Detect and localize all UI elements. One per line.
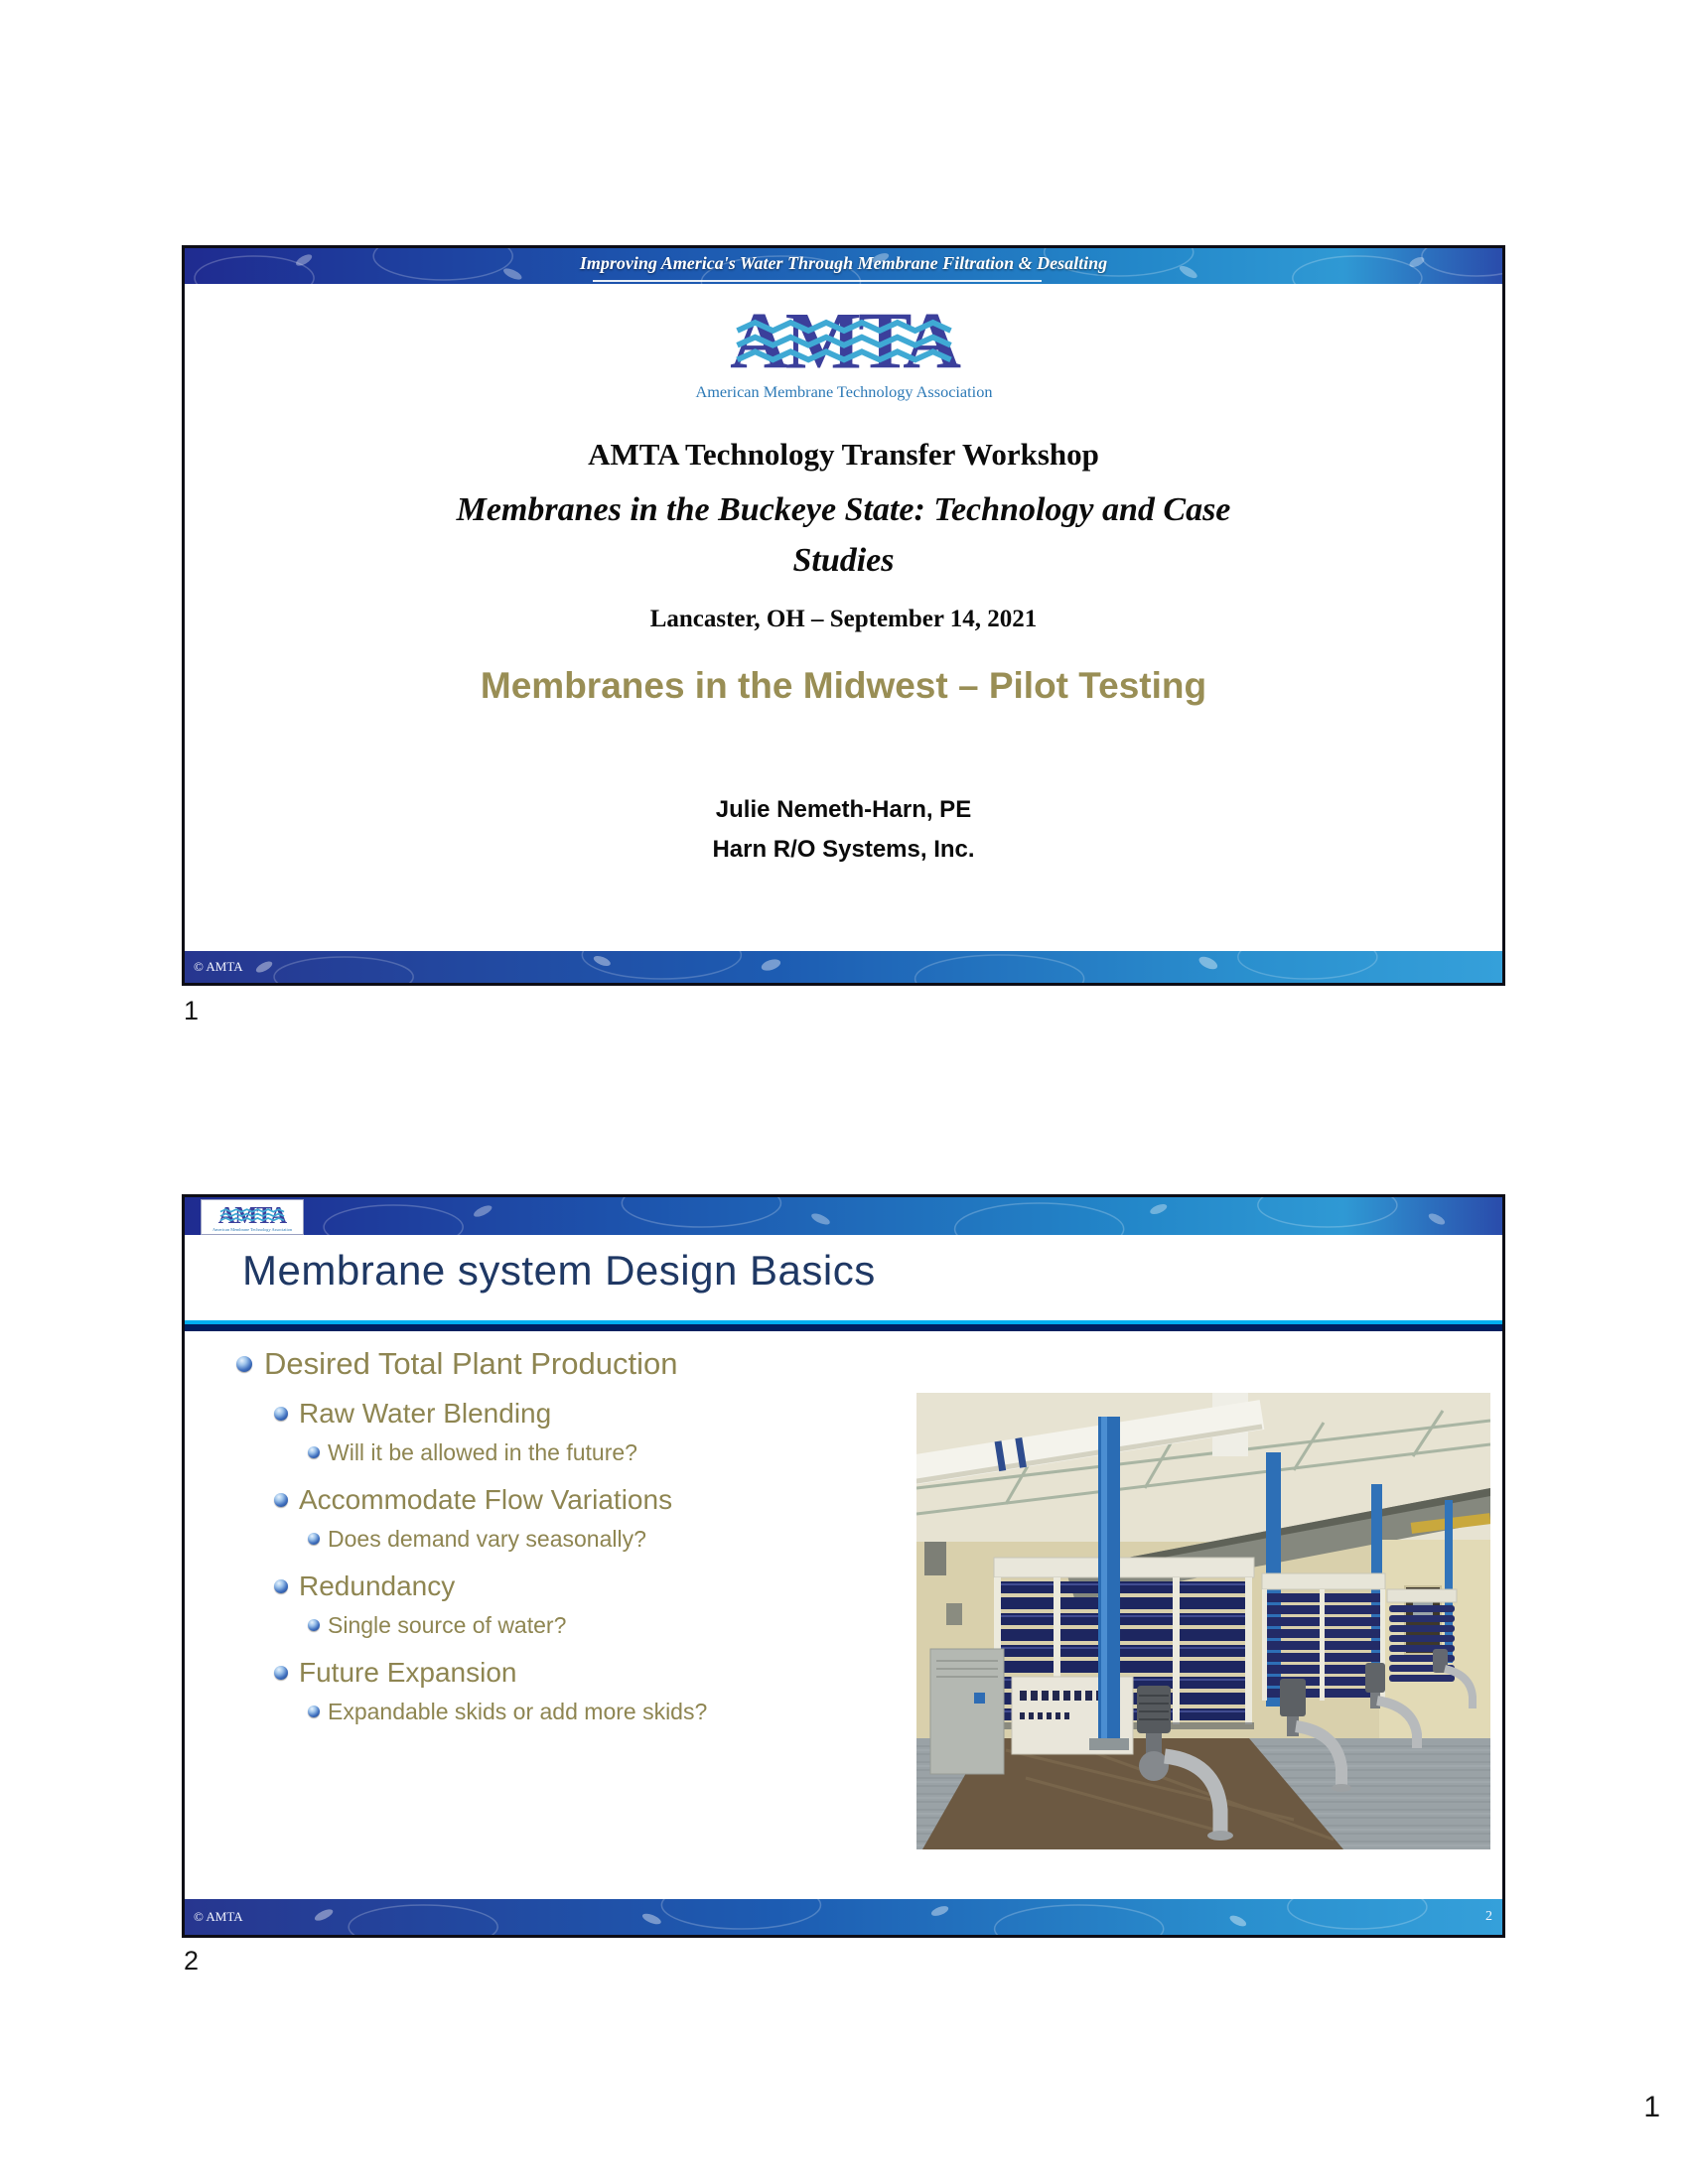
bullet-item bbox=[308, 1439, 900, 1466]
amta-logo-letters: AMTA bbox=[217, 1201, 287, 1229]
bullet-text: Does demand vary seasonally? bbox=[328, 1526, 646, 1552]
bullet-text: Future Expansion bbox=[299, 1657, 517, 1688]
bullet-text: Raw Water Blending bbox=[299, 1398, 552, 1429]
author-company: Harn R/O Systems, Inc. bbox=[712, 836, 975, 863]
bullet-icon bbox=[308, 1533, 320, 1545]
amta-mini-logo bbox=[201, 1199, 304, 1235]
bullet-text: Will it be allowed in the future? bbox=[328, 1439, 637, 1465]
slide1-header-band bbox=[185, 248, 1502, 284]
bullet-icon bbox=[274, 1666, 288, 1680]
band-decoration bbox=[185, 951, 1502, 983]
title-divider bbox=[185, 1320, 1502, 1331]
band-decoration bbox=[185, 1899, 1502, 1935]
slide-1 bbox=[182, 245, 1505, 986]
bullet-item bbox=[236, 1346, 900, 1382]
bullet-icon bbox=[308, 1706, 320, 1717]
event-location: Lancaster, OH – September 14, 2021 bbox=[649, 606, 1038, 632]
band-decoration bbox=[185, 1197, 1502, 1235]
copyright-label: © AMTA bbox=[194, 959, 243, 974]
bullet-icon bbox=[274, 1579, 288, 1593]
bullet-icon bbox=[308, 1446, 320, 1458]
slide1-page-number: 1 bbox=[184, 996, 200, 1025]
event-title: Membranes in the Buckeye State: Technology and Case Studies bbox=[456, 491, 1231, 579]
slide2-title: Membrane system Design Basics bbox=[242, 1247, 876, 1294]
author-block bbox=[185, 790, 1502, 870]
presentation-title: Membranes in the Midwest – Pilot Testing bbox=[480, 665, 1207, 706]
document-page-number: 1 bbox=[1643, 2091, 1660, 2123]
slide-number: 2 bbox=[1485, 1909, 1492, 1924]
membrane-plant-photo bbox=[916, 1393, 1490, 1849]
amta-logo-graphic bbox=[674, 292, 1014, 405]
amta-mini-logo-caption: American Membrane Technology Association bbox=[211, 1227, 293, 1233]
divider-navy-line bbox=[185, 1324, 1502, 1331]
bullet-list bbox=[185, 1346, 900, 1743]
bullet-text: Accommodate Flow Variations bbox=[299, 1484, 673, 1515]
bullet-icon bbox=[274, 1493, 288, 1507]
membrane-plant-photo-graphic bbox=[916, 1393, 1490, 1849]
slide2-page-number: 2 bbox=[184, 1946, 200, 1976]
bullet-item bbox=[308, 1526, 900, 1553]
author-name: Julie Nemeth-Harn, PE bbox=[715, 796, 972, 823]
bullet-icon bbox=[236, 1356, 252, 1372]
bullet-item bbox=[274, 1398, 900, 1430]
bullet-text: Desired Total Plant Production bbox=[264, 1346, 678, 1381]
bullet-item bbox=[274, 1484, 900, 1516]
amta-logo-caption: American Membrane Technology Association bbox=[695, 381, 992, 401]
bullet-icon bbox=[308, 1619, 320, 1631]
workshop-title: AMTA Technology Transfer Workshop bbox=[588, 437, 1099, 472]
amta-mini-logo-graphic bbox=[202, 1200, 303, 1234]
banner-underline bbox=[593, 280, 1041, 282]
bullet-icon bbox=[274, 1407, 288, 1421]
slide2-header-band bbox=[185, 1197, 1502, 1235]
slide-2 bbox=[182, 1194, 1505, 1938]
slide1-banner-text: Improving America's Water Through Membrane Filtration & Desalting bbox=[579, 253, 1108, 273]
bullet-item bbox=[274, 1570, 900, 1602]
amta-logo-letters: AMTA bbox=[729, 295, 958, 386]
bullet-item bbox=[308, 1612, 900, 1639]
slide1-footer-band bbox=[185, 951, 1502, 983]
bullet-item bbox=[308, 1699, 900, 1725]
amta-logo bbox=[185, 292, 1502, 410]
copyright-label: © AMTA bbox=[194, 1909, 243, 1924]
bullet-item bbox=[274, 1657, 900, 1689]
bullet-text: Redundancy bbox=[299, 1570, 456, 1601]
bullet-text: Single source of water? bbox=[328, 1612, 567, 1638]
slide2-footer-band bbox=[185, 1899, 1502, 1935]
bullet-text: Expandable skids or add more skids? bbox=[328, 1699, 708, 1724]
